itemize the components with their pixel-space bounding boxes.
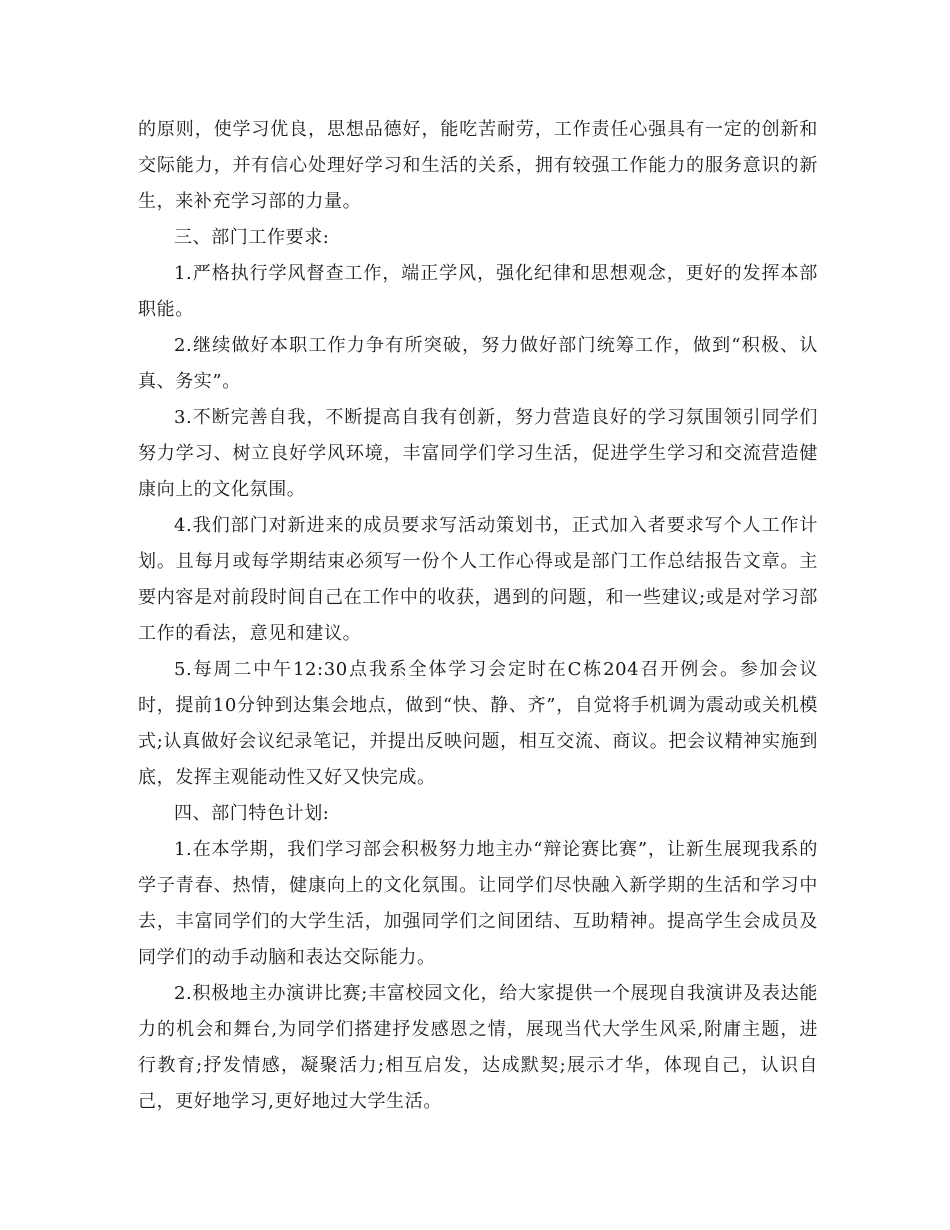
document-body — [138, 112, 818, 1120]
list-item-requirement-5: 5.每周二中午12:30点我系全体学习会定时在C栋204召开例会。参加会议时，提前10分钟到达集会地点，做到“快、静、齐”，自觉将手机调为震动或关机模式;认真做好会议纪录笔记，并提出反映问题，相互交流、商议。把会议精神实施到底，发挥主观能动性又好又快完成。 — [138, 659, 818, 788]
list-item-requirement-2: 2.继续做好本职工作力争有所突破，努力做好部门统筹工作，做到“积极、认真、务实”。 — [138, 335, 818, 392]
list-item-plan-2: 2.积极地主办演讲比赛;丰富校园文化，给大家提供一个展现自我演讲及表达能力的机会和舞台,为同学们搭建抒发感恩之情，展现当代大学生风采,附庸主题，进行教育;抒发情感，凝聚活力;相互启发，达成默契;展示才华，体现自己，认识自己，更好地学习,更好地过大学生活。 — [138, 983, 818, 1112]
list-item-plan-1: 1.在本学期，我们学习部会积极努力地主办“辩论赛比赛”，让新生展现我系的学子青春、热情，健康向上的文化氛围。让同学们尽快融入新学期的生活和学习中去，丰富同学们的大学生活，加强同学们之间团结、互助精神。提高学生会成员及同学们的动手动脑和表达交际能力。 — [138, 839, 818, 968]
paragraph-continuation: 的原则，使学习优良，思想品德好，能吃苦耐劳，工作责任心强具有一定的创新和交际能力，并有信心处理好学习和生活的关系，拥有较强工作能力的服务意识的新生，来补充学习部的力量。 — [138, 119, 818, 212]
section-heading-special-plans: 四、部门特色计划: — [174, 803, 330, 824]
section-heading-requirements: 三、部门工作要求: — [174, 227, 330, 248]
list-item-requirement-4: 4.我们部门对新进来的成员要求写活动策划书，正式加入者要求写个人工作计划。且每月或每学期结束必须写一份个人工作心得或是部门工作总结报告文章。主要内容是对前段时间自己在工作中的收获，遇到的问题，和一些建议;或是对学习部工作的看法，意见和建议。 — [138, 515, 818, 644]
list-item-requirement-3: 3.不断完善自我，不断提高自我有创新，努力营造良好的学习氛围领引同学们努力学习、树立良好学风环境，丰富同学们学习生活，促进学生学习和交流营造健康向上的文化氛围。 — [138, 407, 818, 500]
list-item-requirement-1: 1.严格执行学风督查工作，端正学风，强化纪律和思想观念，更好的发挥本部职能。 — [138, 263, 818, 320]
